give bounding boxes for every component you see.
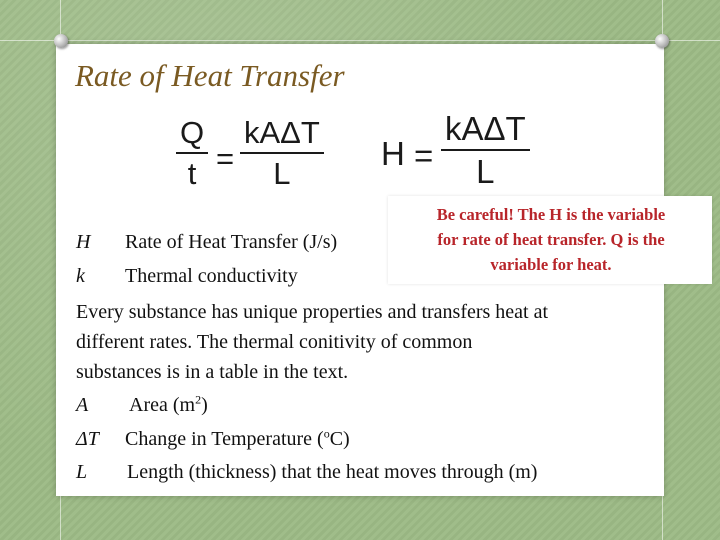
variable-symbol: ΔT [76, 428, 99, 450]
numerator: Q [180, 115, 205, 150]
pushpin-icon [655, 34, 669, 48]
description-text: Area (m [129, 394, 196, 416]
decorative-line [0, 40, 720, 41]
paragraph-line: Every substance has unique properties and transfers heat at [76, 301, 549, 323]
description-text: C) [329, 428, 350, 450]
warning-callout [388, 196, 712, 284]
fraction-kadt-over-l [441, 112, 530, 188]
equals-sign: = [414, 137, 434, 174]
variable-description [129, 393, 208, 417]
numerator: kAΔT [445, 110, 526, 147]
denominator: t [187, 155, 197, 191]
pushpin-icon [54, 34, 68, 48]
variable-symbol: H [76, 231, 91, 253]
paragraph-line: substances is in a table in the text. [76, 361, 349, 383]
callout-line: variable for heat. [490, 255, 612, 274]
equals-sign: = [216, 141, 235, 176]
superscript: 2 [195, 392, 202, 407]
variable-description: Length (thickness) that the heat moves through (m) [127, 461, 538, 483]
slide-title: Rate of Heat Transfer [75, 58, 345, 93]
variable-description [125, 427, 350, 451]
denominator: L [273, 155, 291, 191]
variable-description: Thermal conductivity [125, 265, 298, 287]
superscript: o [323, 426, 330, 441]
fraction-q-over-t [176, 117, 208, 189]
callout-line: Be careful! The H is the variable [436, 205, 666, 224]
callout-line: for rate of heat transfer. Q is the [437, 230, 665, 249]
variable-description: Rate of Heat Transfer (J/s) [125, 231, 338, 253]
numerator: kAΔT [244, 115, 320, 150]
variable-symbol: A [76, 394, 89, 416]
body-paragraph [76, 297, 656, 387]
denominator: L [476, 152, 495, 190]
variable-symbol: L [76, 461, 88, 483]
description-text: Change in Temperature ( [125, 428, 324, 450]
paragraph-line: different rates. The thermal conitivity of common [76, 331, 473, 353]
variable-symbol: k [76, 265, 85, 287]
formula-lhs: H [381, 135, 405, 172]
fraction-kadt-over-l [240, 117, 324, 189]
description-text: ) [201, 394, 208, 416]
